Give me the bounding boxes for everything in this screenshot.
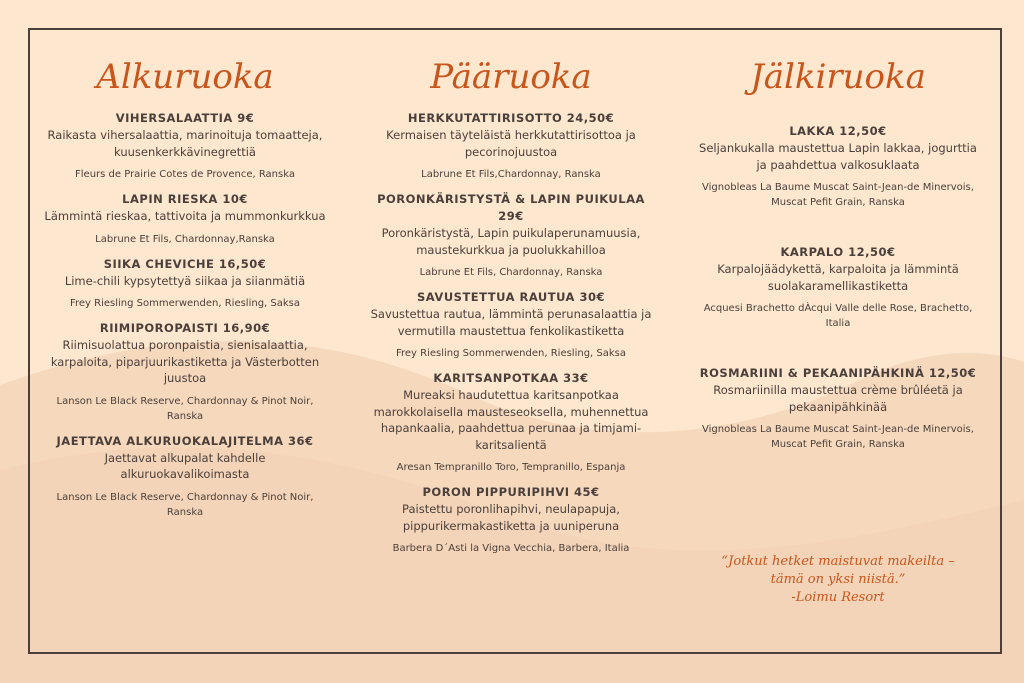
quote-author: -Loimu Resort bbox=[791, 590, 885, 605]
item-description: Savustettua rautua, lämmintä perunasalaattia ja vermutilla maustettua fenkolikastiketta bbox=[370, 307, 652, 338]
quote-line: “Jotkut hetket maistuvat makeilta – bbox=[721, 554, 955, 569]
item-wine: Vignobleas La Baume Muscat Saint-Jean-de Minervois, Muscat Pefit Grain, Ranska bbox=[702, 182, 974, 208]
item-wine: Aresan Tempranillo Toro, Tempranillo, Espanja bbox=[396, 462, 626, 473]
menu-item bbox=[698, 123, 978, 210]
item-description: Karpalojäädykettä, karpaloita ja lämmintä suolakaramellikastiketta bbox=[717, 262, 959, 293]
item-wine: Labrune Et Fils,Chardonnay, Ranska bbox=[421, 169, 601, 180]
item-wine: Frey Riesling Sommerwenden, Riesling, Saksa bbox=[69, 298, 301, 309]
column-title: Jälkiruoka bbox=[750, 57, 926, 97]
menu-item bbox=[370, 110, 652, 182]
item-wine: Acquesi Brachetto dÀcqui Valle delle Rose, Brachetto, Italia bbox=[703, 303, 973, 329]
column-paaruoka bbox=[370, 52, 652, 565]
item-wine: Labrune Et Fils, Chardonnay,Ranska bbox=[95, 233, 275, 245]
menu-item bbox=[42, 320, 328, 424]
item-name: SIIKA CHEVICHE 16,50€ bbox=[103, 256, 267, 271]
item-description: Poronkäristystä, Lapin puikulaperunamuusia, maustekurkkua ja puolukkahilloa bbox=[381, 226, 641, 257]
column-jalkiruoka bbox=[698, 52, 978, 486]
menu-item bbox=[42, 110, 328, 182]
item-wine: Frey Riesling Sommerwenden, Riesling, Saksa bbox=[395, 348, 627, 359]
item-description: Raikasta vihersalaattia, marinoituja tomaatteja, kuusenkerkkävinegrettiä bbox=[47, 128, 323, 159]
item-description: Kermaisen täyteläistä herkkutattirisottoa ja pecorinojuustoa bbox=[386, 128, 636, 159]
item-description: Lämmintä rieskaa, tattivoita ja mummonkurkkua bbox=[44, 209, 326, 223]
menu-item bbox=[370, 484, 652, 556]
item-name: KARPALO 12,50€ bbox=[780, 245, 896, 259]
item-name: RIIMIPOROPAISTI 16,90€ bbox=[99, 321, 271, 335]
menu-item bbox=[698, 365, 978, 452]
item-name: PORON PIPPURIPIHVI 45€ bbox=[422, 485, 600, 499]
item-name: JAETTAVA ALKURUOKALAJITELMA 36€ bbox=[56, 433, 314, 448]
menu-item bbox=[42, 256, 328, 312]
item-name: LAKKA 12,50€ bbox=[789, 124, 887, 138]
item-wine: Barbera D´Asti la Vigna Vecchia, Barbera, Italia bbox=[392, 543, 630, 554]
item-name: HERKKUTATTIRISOTTO 24,50€ bbox=[407, 111, 615, 125]
item-description: Riimisuolattua poronpaistia, sienisalaattia, karpaloita, piparjuurikastiketta ja Västerbotten juustoa bbox=[50, 338, 320, 385]
menu-item bbox=[42, 433, 328, 520]
item-description: Mureaksi haudutettua karitsanpotkaa marokkolaisella mausteseoksella, muhennettua hapankaalia, paahdettua perunaa ja timjami-karitsalientä bbox=[373, 388, 649, 452]
quote-line: tämä on yksi niistä.” bbox=[770, 572, 906, 587]
item-description: Paistettu poronlihapihvi, neulapapuja, pippurikermakastiketta ja uuniperuna bbox=[402, 502, 620, 533]
column-title: Alkuruoka bbox=[96, 57, 274, 97]
item-name: SAVUSTETTUA RAUTUA 30€ bbox=[417, 290, 605, 304]
item-wine: Lanson Le Black Reserve, Chardonnay & Pinot Noir, Ranska bbox=[56, 395, 314, 422]
column-alkuruoka bbox=[42, 52, 328, 529]
menu-item bbox=[698, 244, 978, 331]
menu-item bbox=[370, 191, 652, 280]
item-name: KARITSANPOTKAA 33€ bbox=[433, 371, 589, 385]
item-description: Seljankukalla maustettua Lapin lakkaa, jogurttia ja paahdettua valkosuklaata bbox=[699, 141, 977, 172]
menu-item bbox=[370, 289, 652, 361]
menu-item bbox=[42, 191, 328, 247]
item-wine: Fleurs de Prairie Cotes de Provence, Ranska bbox=[75, 169, 295, 180]
item-description: Jaettavat alkupalat kahdelle alkuruokavalikoimasta bbox=[104, 450, 266, 481]
item-name: PORONKÄRISTYSTÄ & LAPIN PUIKULAA 29€ bbox=[377, 192, 645, 223]
item-name: ROSMARIINI & PEKAANIPÄHKINÄ 12,50€ bbox=[699, 366, 977, 380]
item-description: Lime-chili kypsytettyä siikaa ja siianmätiä bbox=[64, 273, 306, 288]
item-wine: Vignobleas La Baume Muscat Saint-Jean-de Minervois, Muscat Pefit Grain, Ranska bbox=[702, 424, 974, 450]
quote bbox=[700, 553, 976, 607]
item-wine: Lanson Le Black Reserve, Chardonnay & Pinot Noir, Ranska bbox=[56, 491, 314, 518]
menu-item bbox=[370, 370, 652, 475]
item-name: VIHERSALAATTIA 9€ bbox=[115, 111, 255, 125]
item-name: LAPIN RIESKA 10€ bbox=[122, 192, 248, 206]
item-description: Rosmariinilla maustettua crème brûléetä ja pekaanipähkinää bbox=[713, 383, 963, 414]
item-wine: Labrune Et Fils, Chardonnay, Ranska bbox=[419, 267, 603, 278]
column-title: Pääruoka bbox=[430, 57, 592, 97]
